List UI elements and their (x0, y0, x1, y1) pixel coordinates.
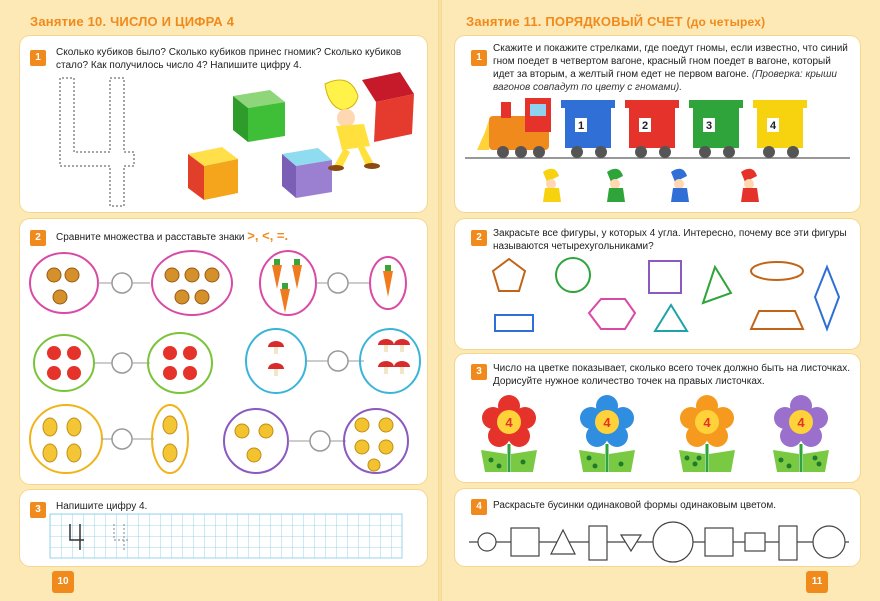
wagon-3 (689, 100, 743, 158)
task-1-card (20, 36, 427, 212)
carrot-sets (260, 251, 406, 315)
flowers-illustration (455, 354, 860, 482)
cubes-illustration (20, 36, 427, 212)
dotted-digit-4[interactable] (60, 78, 134, 206)
green-cube (233, 90, 285, 142)
bead-square[interactable] (705, 528, 733, 556)
lesson-10-title: Занятие 10. ЧИСЛО И ЦИФРА 4 (30, 14, 235, 29)
trapezoid-shape[interactable] (751, 311, 803, 329)
compare-circle[interactable] (310, 431, 330, 451)
gnome-with-cube (325, 72, 414, 171)
bead-circle[interactable] (813, 526, 845, 558)
task-number: 2 (30, 230, 46, 246)
task-2-card (20, 219, 427, 484)
shapes-to-color (455, 219, 860, 349)
task-3-card (20, 490, 427, 566)
svg-text:4: 4 (603, 415, 611, 430)
beads-string (455, 489, 860, 566)
task-text: Сравните множества и расставьте знаки >, <, =. (56, 228, 289, 243)
tomato-sets (34, 333, 212, 393)
compare-circle[interactable] (328, 351, 348, 371)
task-number: 2 (471, 230, 487, 246)
wagon-number: 1 (577, 120, 585, 132)
wagon-2 (625, 100, 679, 158)
compare-circle[interactable] (112, 353, 132, 373)
onion-sets (30, 251, 232, 315)
flowers-task-card (455, 354, 860, 482)
task-number: 4 (471, 499, 487, 515)
compare-circle[interactable] (112, 273, 132, 293)
svg-text:4: 4 (703, 415, 711, 430)
rectangle-shape[interactable] (495, 315, 533, 331)
rhombus-shape[interactable] (815, 267, 839, 329)
apple-sets (224, 409, 408, 473)
red-gnome[interactable] (741, 169, 759, 202)
square-shape[interactable] (649, 261, 681, 293)
oval-shape[interactable] (751, 262, 803, 280)
task-text: Закрасьте все фигуры, у которых 4 угла. Интересно, почему все эти фигуры называются четырехугольниками? (493, 228, 847, 252)
mushroom-sets (246, 329, 420, 393)
yellow-cube (188, 147, 238, 200)
bead-small-square[interactable] (745, 533, 765, 551)
bead-small-circle[interactable] (478, 533, 496, 551)
locomotive (477, 98, 551, 158)
task-text: Напишите цифру 4. (56, 501, 148, 512)
red-flower (481, 395, 537, 472)
bead-rectangle[interactable] (589, 526, 607, 560)
set-comparison (20, 219, 427, 484)
wagon-number: 4 (769, 120, 777, 132)
hexagon-shape[interactable] (589, 299, 635, 329)
pear-sets (30, 405, 188, 473)
svg-text:4: 4 (505, 415, 513, 430)
lesson-11-title: Занятие 11. ПОРЯДКОВЫЙ СЧЕТ (до четырех) (466, 14, 766, 29)
blue-cube (282, 148, 332, 198)
blue-flower (579, 395, 635, 472)
pentagon-shape[interactable] (493, 259, 525, 291)
page-number: 11 (806, 571, 828, 593)
bead-large-circle[interactable] (653, 522, 693, 562)
wagon-number: 2 (641, 120, 649, 132)
task-text: Число на цветке показывает, сколько всего точек должно быть на листочках. Дорисуйте нужное количество точек на правых листочках. (493, 363, 851, 387)
task-number: 3 (471, 364, 487, 380)
page-number: 10 (52, 571, 74, 593)
task-text: Сколько кубиков было? Сколько кубиков принес гномик? Сколько кубиков стало? Как получилось число 4? Напишите цифру 4. (56, 47, 402, 71)
orange-flower (679, 395, 735, 472)
yellow-gnome[interactable] (543, 169, 561, 202)
bead-rectangle[interactable] (779, 526, 797, 560)
wagon-number: 3 (705, 120, 713, 132)
circle-shape[interactable] (556, 258, 590, 292)
wagon-4 (753, 100, 807, 158)
writing-grid[interactable] (50, 514, 412, 560)
shapes-task-card (455, 219, 860, 349)
train-task-card (455, 36, 860, 212)
triangle-shape-2[interactable] (703, 267, 731, 303)
purple-flower (773, 395, 829, 472)
svg-text:4: 4 (797, 415, 805, 430)
beads-task-card (455, 489, 860, 566)
comparison-signs: >, <, =. (247, 228, 289, 243)
book-spine (438, 0, 442, 601)
train-illustration (455, 36, 860, 212)
compare-circle[interactable] (328, 273, 348, 293)
bead-square[interactable] (511, 528, 539, 556)
blue-gnome[interactable] (671, 169, 689, 202)
task-text: Скажите и покажите стрелками, где поедут гномы, если известно, что синий гном поедет в четвертом вагоне, красный гном поедет в вагоне, который идет за вторым, а желтый гном едет не первом вагоне. (Проверка: крыши вагонов совпадут по цвету с гномами). (493, 43, 848, 93)
task-number: 3 (30, 502, 46, 518)
task-number: 1 (471, 50, 487, 66)
bead-inverted-triangle[interactable] (621, 535, 641, 551)
triangle-shape[interactable] (655, 305, 687, 331)
task-text: Раскрасьте бусинки одинаковой формы одинаковым цветом. (493, 500, 776, 511)
green-gnome[interactable] (607, 169, 625, 202)
compare-circle[interactable] (112, 429, 132, 449)
wagon-1 (561, 100, 615, 158)
task-number: 1 (30, 50, 46, 66)
